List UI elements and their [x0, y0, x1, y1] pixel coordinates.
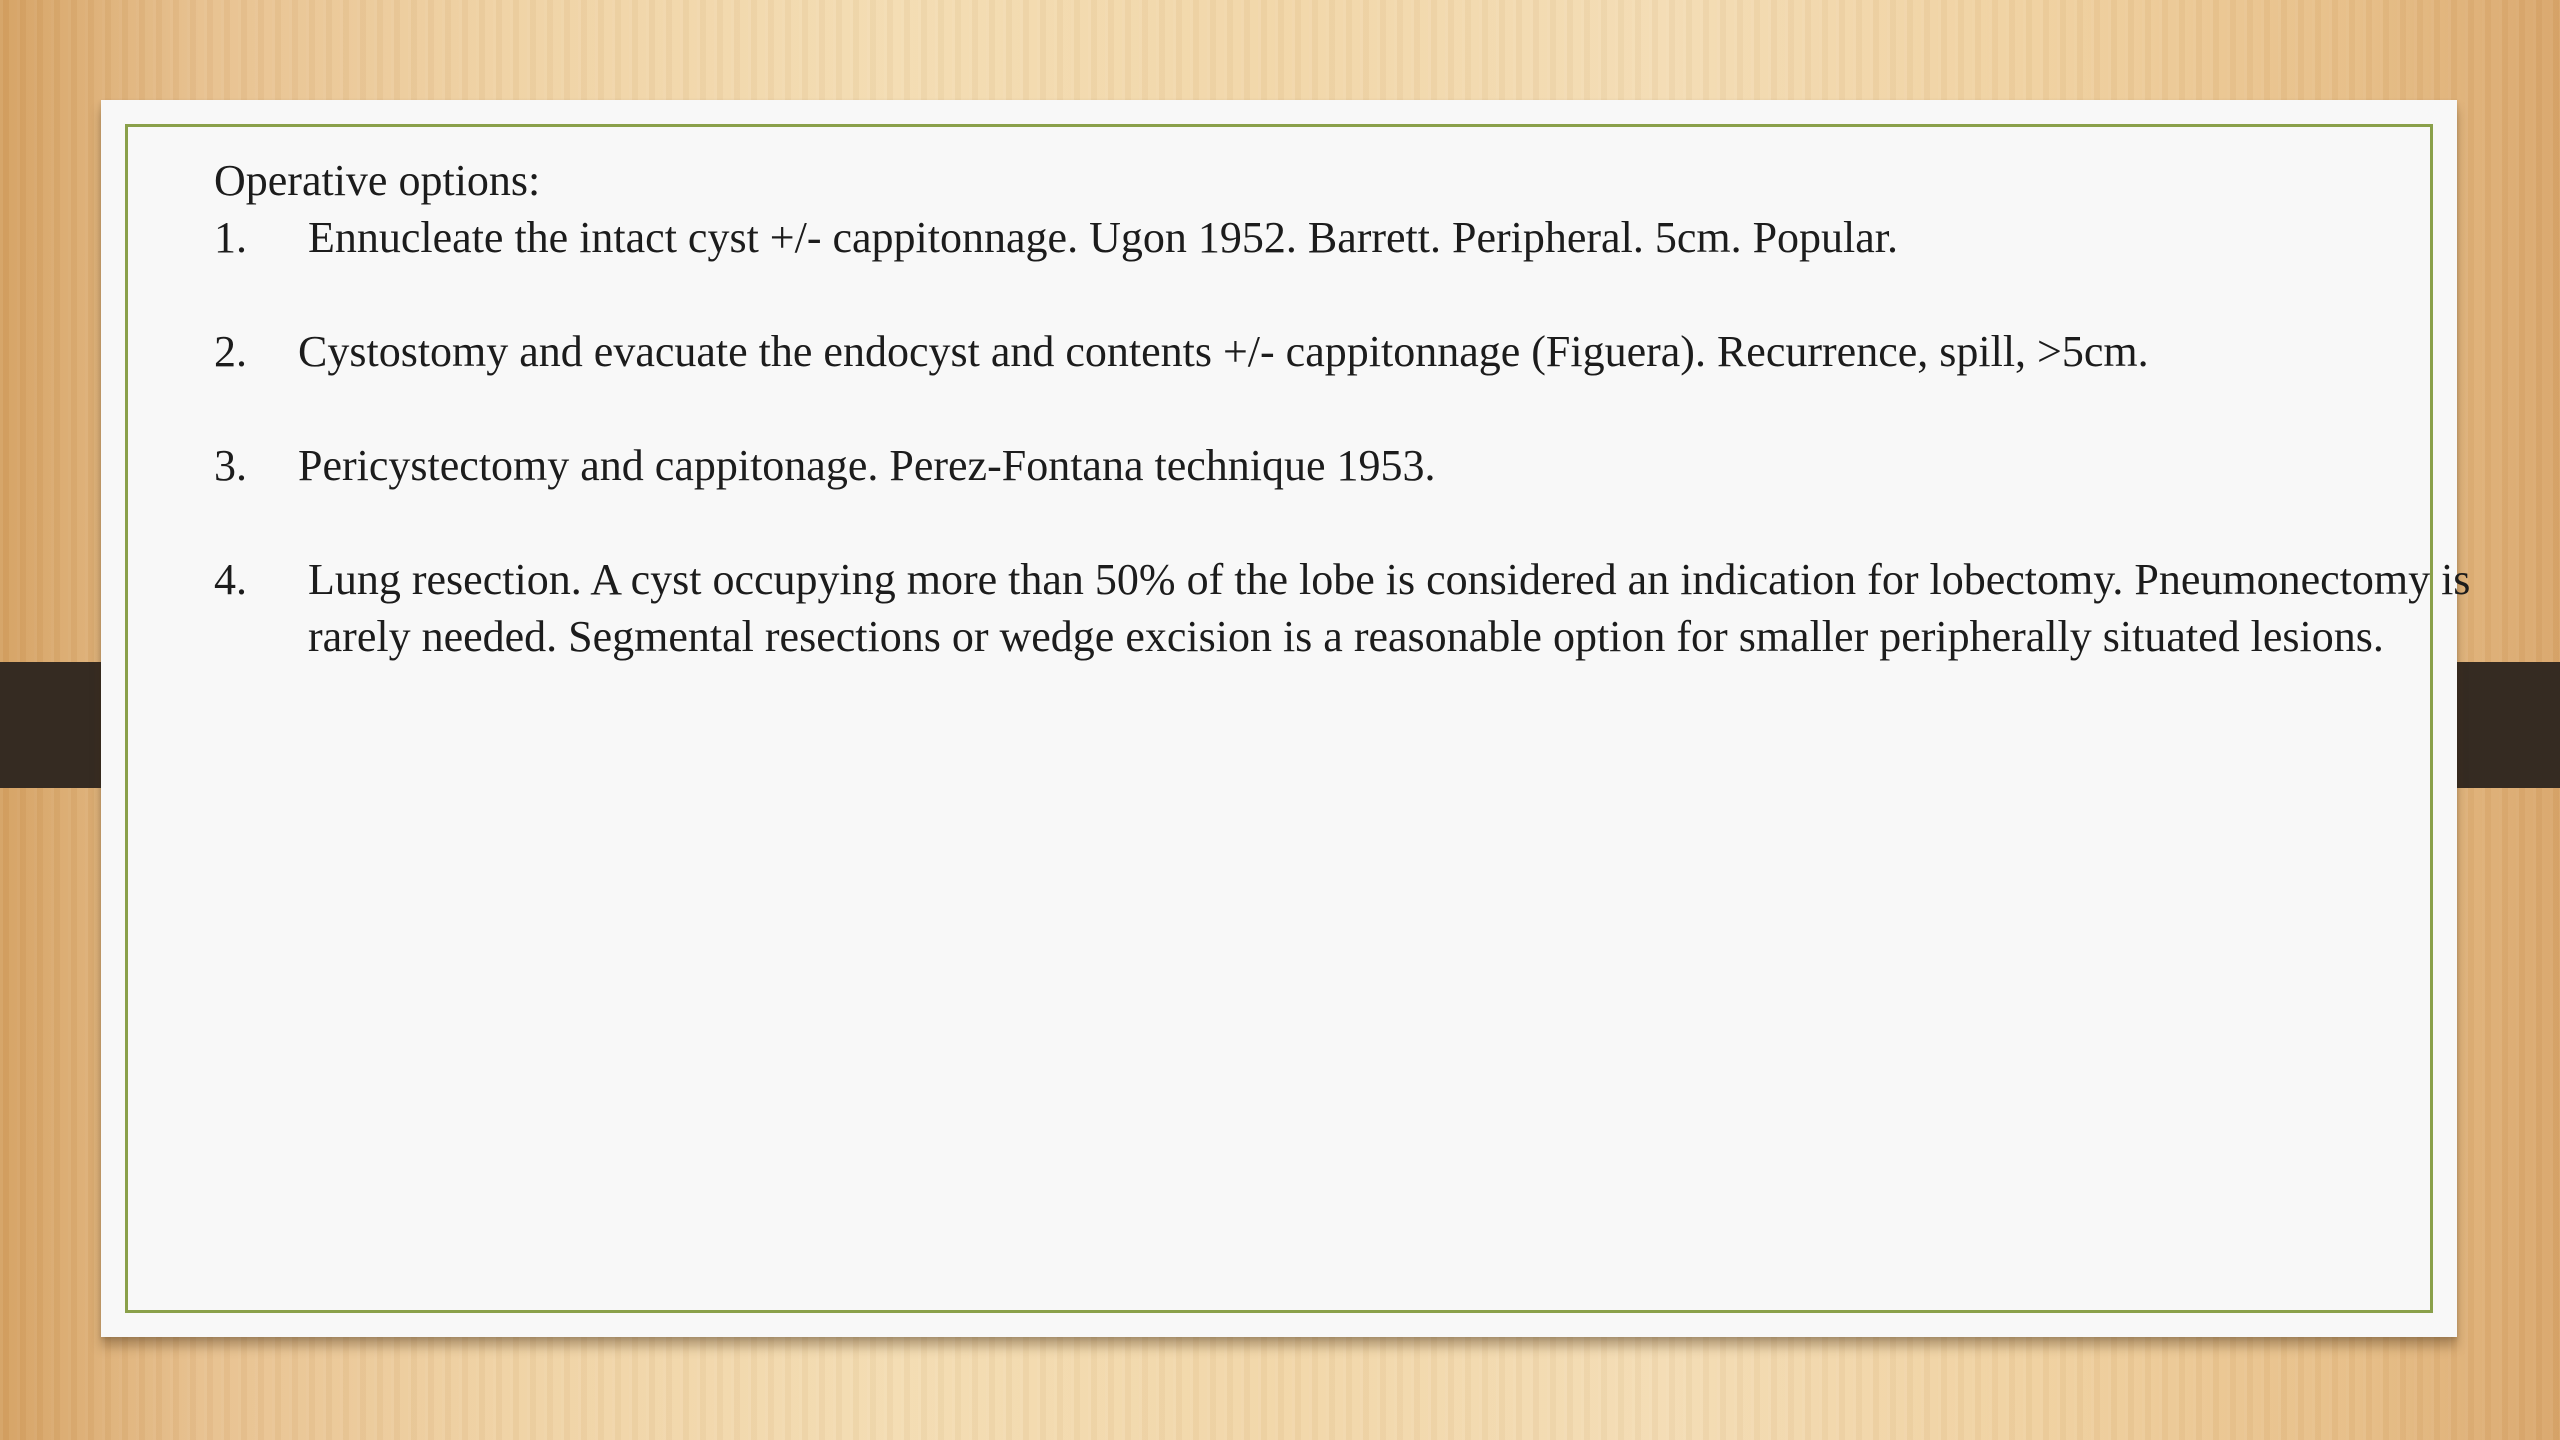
list-number: 4.	[214, 555, 247, 604]
list-item-4	[214, 551, 2538, 665]
list-number: 3.	[214, 441, 247, 490]
list-text: Lung resection. A cyst occupying more than 50% of the lobe is considered an indication for lobectomy. Pneumonectomy is rarely needed. Segmental resections or wedge excision is a reasonable option for smaller peripherally situated lesions.	[308, 555, 2471, 661]
list-spacer	[214, 266, 2364, 323]
list-number: 1.	[214, 213, 247, 262]
list-item-1	[214, 209, 2364, 266]
list-item-3	[214, 437, 2364, 494]
slide-content	[214, 152, 2471, 665]
list-text: Ennucleate the intact cyst +/- cappitonnage. Ugon 1952. Barrett. Peripheral. 5cm. Popular.	[308, 213, 1899, 262]
list-text: Pericystectomy and cappitonage. Perez-Fontana technique 1953.	[298, 441, 1436, 490]
list-spacer	[214, 494, 2364, 551]
list-spacer	[214, 380, 2364, 437]
list-item-2	[214, 323, 2364, 380]
list-number: 2.	[214, 327, 247, 376]
list-text: Cystostomy and evacuate the endocyst and contents +/- cappitonnage (Figuera). Recurrence, spill, >5cm.	[298, 327, 2149, 376]
slide-heading: Operative options:	[214, 156, 541, 205]
